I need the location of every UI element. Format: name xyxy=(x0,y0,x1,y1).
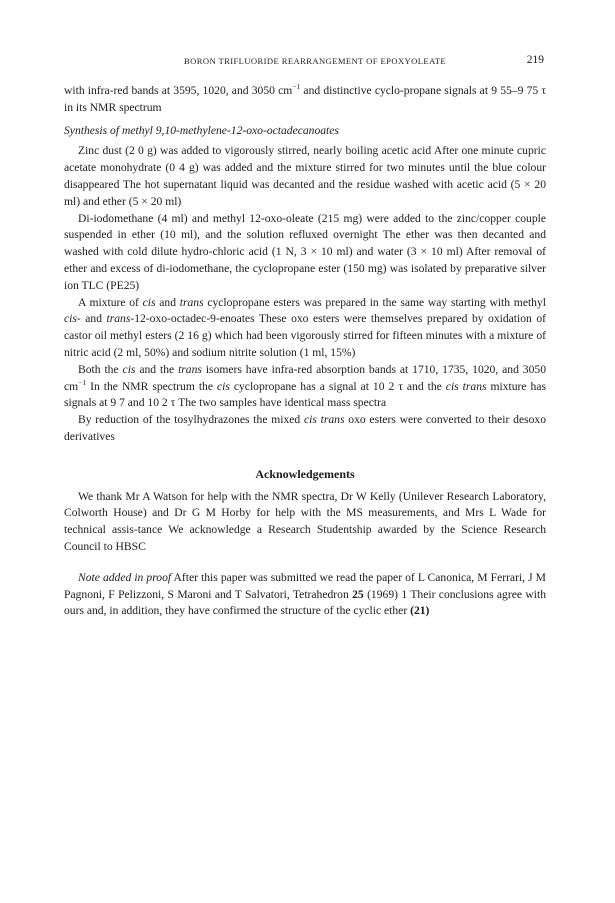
acknowledgements-heading: Acknowledgements xyxy=(255,466,355,481)
intro-text-1: with infra-red bands at 3595, 1020, and 3050 cm xyxy=(64,84,293,97)
acknowledgements-text: We thank Mr A Watson for help with the NMR spectra, Dr W Kelly (Unilever Research Laboratory, Colworth House) and Dr G M Horby for help with the MS measurements, and Mrs L Wade for technical assis-tance We acknowledge a Research Studentship awarded by the Science Research Council to HBSC xyxy=(64,489,546,553)
note-label: Note added in proof xyxy=(78,570,172,584)
paragraph-reduction xyxy=(64,412,546,446)
running-head: BORON TRIFLUORIDE REARRANGEMENT OF EPOXYOLEATE xyxy=(183,56,447,66)
text-span: A mixture of xyxy=(78,295,143,309)
paragraph-isomer-spectra xyxy=(64,362,546,412)
italic-term: cis trans xyxy=(445,379,487,393)
text-span: By reduction of the tosylhydrazones the mixed xyxy=(78,413,304,427)
intro-text-2: and distinctive cyclo-propane signals at 9 55–9 75 τ in its NMR spectrum xyxy=(64,84,546,114)
article-body xyxy=(64,83,546,620)
text-span: (1969) 1 Their conclusions agree with ours and, in addition, they have confirmed the structure of the cyclic ether xyxy=(64,587,546,618)
italic-term: trans xyxy=(106,312,131,326)
synthesis-heading: Synthesis of methyl 9,10-methylene-12-oxo-octadecanoates xyxy=(64,123,339,137)
text-span: cyclopropane esters was prepared in the same way starting with methyl xyxy=(203,295,546,309)
italic-term: cis trans xyxy=(304,413,345,427)
text-span: and xyxy=(80,312,107,326)
text-span: oxo esters were converted to their desoxo derivatives xyxy=(64,413,546,443)
paragraph-zinc-copper: Zinc dust (2 0 g) was added to vigorously stirred, nearly boiling acetic acid After one minute cupric acetate monohydrate (0 4 g) was added and the mixture stirred for two minutes until the blue colour disappeared The hot supernatant liquid was decanted and the residue washed with acetic acid (5 × 20 ml) and ether (5 × 20 ml) xyxy=(64,144,546,208)
paragraph-cis-trans-mixture xyxy=(64,295,546,362)
text-span: -12-oxo-octadec-9-enoates These oxo esters were themselves prepared by oxidation of castor oil methyl esters (2 16 g) which had been vigorously stirred for fifteen minutes with a mixture of nitric acid (2 ml, 50%) and sodium nitrite solution (1 ml, 15%) xyxy=(64,312,546,359)
compound-reference: (21) xyxy=(410,604,430,618)
text-span: Both the xyxy=(78,362,123,376)
italic-term: cis- xyxy=(64,312,81,326)
text-span: In the NMR spectrum the xyxy=(86,379,217,393)
text-span: mixture has signals at 9 7 and 10 2 τ The two samples have identical mass spectra xyxy=(64,379,547,410)
page-header xyxy=(65,54,544,70)
italic-term: cis xyxy=(142,295,156,309)
text-span: cyclopropane has a signal at 10 2 τ and the xyxy=(229,379,446,393)
page-number: 219 xyxy=(526,54,544,66)
text-span: and the xyxy=(135,362,179,376)
unit-superscript: −1 xyxy=(78,377,87,387)
intro-paragraph xyxy=(64,83,546,117)
unit-superscript: −1 xyxy=(292,82,301,92)
text-span: and xyxy=(155,295,180,309)
paragraph-di-iodomethane: Di-iodomethane (4 ml) and methyl 12-oxo-oleate (215 mg) were added to the zinc/copper couple suspended in ether (10 ml), and the solution refluxed overnight The ether was then decanted and washed with cold dilute hydro-chloric acid (1 N, 3 × 10 ml) and water (3 × 10 ml) After removal of ether and excess of di-iodomethane, the cyclopropane ester (150 mg) was isolated by preparative silver ion TLC (PE25) xyxy=(64,211,546,292)
italic-term: cis xyxy=(216,379,230,393)
italic-term: trans xyxy=(179,295,204,309)
italic-term: cis xyxy=(122,362,136,376)
journal-volume: 25 xyxy=(352,587,364,601)
text-span: isomers have infra-red absorption bands at 1710, 1735, 1020, and 3050 cm xyxy=(64,362,546,393)
note-added-in-proof xyxy=(64,570,546,620)
italic-term: trans xyxy=(178,362,202,376)
text-span: After this paper was submitted we read the paper of L Canonica, M Ferrari, J M Pagnoni, F Pelizzoni, S Maroni and T Salvatori, Tetrahedron xyxy=(64,570,546,601)
